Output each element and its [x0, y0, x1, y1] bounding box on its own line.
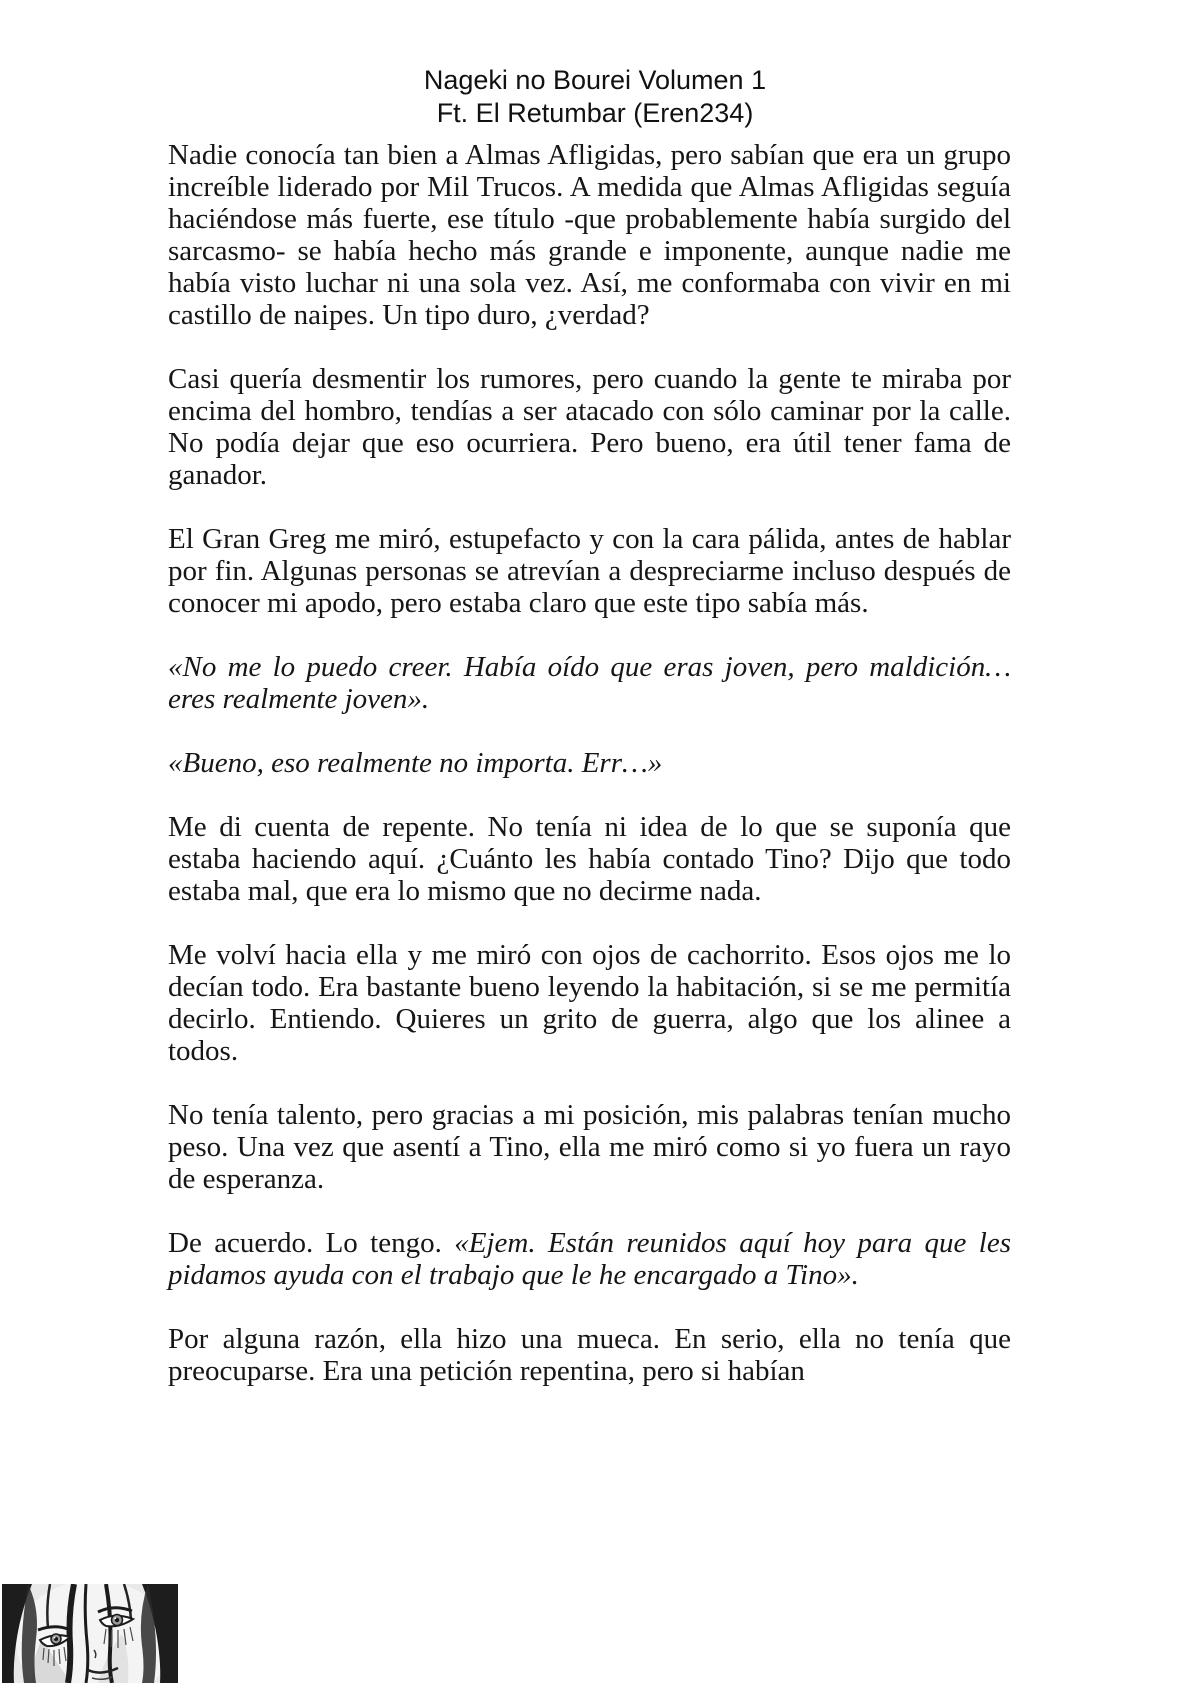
- paragraph-8: No tenía talento, pero gracias a mi posición, mis palabras tenían mucho peso. Una vez que asentí a Tino, ella me miró como si yo fuera un rayo de esperanza.: [168, 1099, 1011, 1195]
- paragraph-7: Me volví hacia ella y me miró con ojos de cachorrito. Esos ojos me lo decían todo. Era bastante bueno leyendo la habitación, si se me permitía decirlo. Entiendo. Quieres un grito de guerra, algo que los alinee a todos.: [168, 939, 1011, 1067]
- paragraph-3: El Gran Greg me miró, estupefacto y con la cara pálida, antes de hablar por fin. Algunas personas se atrevían a despreciarme incluso después de conocer mi apodo, pero estaba claro que este tipo sabía más.: [168, 523, 1011, 619]
- paragraph-5-quote: «Bueno, eso realmente no importa. Err…»: [168, 747, 663, 779]
- document-body: [168, 139, 1011, 1387]
- document-subtitle: Ft. El Retumbar (Eren234): [436, 98, 754, 128]
- paragraph-1: Nadie conocía tan bien a Almas Afligidas, pero sabían que era un grupo increíble liderado por Mil Trucos. A medida que Almas Afligidas seguía haciéndose más fuerte, ese título -que probablemente había surgido del sarcasmo- se había hecho más grande e imponente, aunque nadie me había visto luchar ni una sola vez. Así, me conformaba con vivir en mi castillo de naipes. Un tipo duro, ¿verdad?: [168, 139, 1011, 331]
- manga-face-drawing: [2, 1584, 178, 1683]
- paragraph-4-quote: «No me lo puedo creer. Había oído que eras joven, pero maldición… eres realmente joven».: [168, 651, 1011, 715]
- paragraph-6: Me di cuenta de repente. No tenía ni idea de lo que se suponía que estaba haciendo aquí. ¿Cuánto les había contado Tino? Dijo que todo estaba mal, que era lo mismo que no decirme nada.: [168, 811, 1011, 907]
- paragraph-10: Por alguna razón, ella hizo una mueca. En serio, ella no tenía que preocuparse. Era una petición repentina, pero si habían: [168, 1323, 1011, 1387]
- document-title: Nageki no Bourei Volumen 1: [423, 65, 767, 95]
- paragraph-9-quote: «Ejem. Están reunidos aquí hoy para que les pidamos ayuda con el trabajo que le he encargado a Tino».: [168, 1227, 1012, 1291]
- document-header: [0, 0, 1190, 130]
- paragraph-9: [168, 1227, 1011, 1291]
- paragraph-2: Casi quería desmentir los rumores, pero cuando la gente te miraba por encima del hombro, tendías a ser atacado con sólo caminar por la calle. No podía dejar que eso ocurriera. Pero bueno, era útil tener fama de ganador.: [168, 363, 1011, 491]
- paragraph-9-lead: De acuerdo. Lo tengo.: [168, 1227, 455, 1259]
- manga-face-illustration: [2, 1584, 178, 1683]
